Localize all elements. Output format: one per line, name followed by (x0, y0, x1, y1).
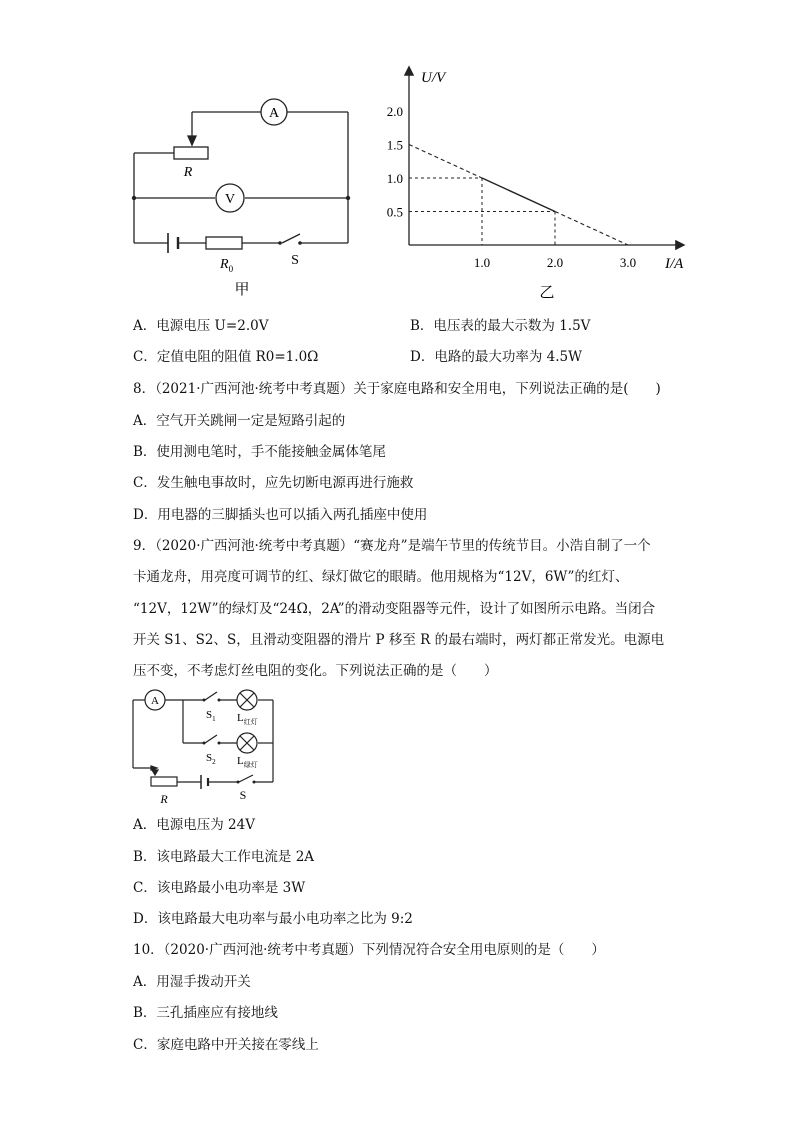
series-solid (482, 178, 555, 212)
circuit-jia (120, 90, 360, 300)
caption-yi: 乙 (539, 285, 555, 301)
q8-stem: 8．（2021·广西河池·统考中考真题）关于家庭电路和安全用电，下列说法正确的是( ) (133, 381, 661, 397)
q9-ammeter-label: A (151, 695, 159, 707)
q9-switch-label: S (239, 788, 247, 802)
switch-label: S (291, 253, 299, 268)
q9-option-a[interactable]: A．电源电压为 24V (133, 817, 255, 833)
q10-option-b[interactable]: B．三孔插座应有接地线 (133, 1005, 278, 1021)
s2-label: $S_2$ (206, 752, 216, 766)
green-lamp-label: $L_{绿灯}$ (237, 755, 258, 769)
q9-option-b[interactable]: B．该电路最大工作电流是 2A (133, 849, 315, 865)
series-dashed-extension-left (409, 145, 482, 179)
x-tick-label: 2.0 (546, 255, 564, 270)
q10-option-a[interactable]: A．用湿手拨动开关 (133, 974, 251, 990)
x-axis-title: I/A (665, 256, 684, 272)
q8-option-b[interactable]: B．使用测电笔时，手不能接触金属体笔尾 (133, 444, 386, 460)
x-tick-label: 1.0 (473, 255, 491, 270)
y-tick-label: 1.0 (386, 171, 403, 186)
y-tick-label: 2.0 (386, 104, 403, 119)
q7-option-b[interactable]: B．电压表的最大示数为 1.5V (410, 318, 591, 334)
r0-label: $R_0$ (220, 257, 234, 274)
q8-option-a[interactable]: A．空气开关跳闸一定是短路引起的 (133, 413, 346, 429)
voltmeter-label: V (224, 192, 236, 207)
q9-stem-line3: “12V，12W”的绿灯及“24Ω，2A”的滑动变阻器等元件，设计了如图所示电路。当闭合 (133, 601, 656, 617)
q9-option-d[interactable]: D．该电路最大电功率与最小电功率之比为 9:2 (133, 911, 413, 927)
q7-option-a[interactable]: A．电源电压 U=2.0V (133, 318, 269, 334)
q9-stem-line2: 卡通龙舟，用亮度可调节的红、绿灯做它的眼睛。他用规格为“12V，6W”的红灯、 (133, 569, 629, 585)
rheostat-label: R (183, 165, 193, 180)
caption-jia: 甲 (234, 282, 250, 298)
q10-stem: 10．（2020·广西河池·统考中考真题）下列情况符合安全用电原则的是（ ） (133, 942, 605, 958)
q7-option-c[interactable]: C．定值电阻的阻值 R0=1.0Ω (133, 349, 319, 365)
y-axis-title: U/V (421, 70, 446, 86)
chart-yi (365, 60, 695, 305)
q9-stem-line4: 开关 S1、S2、S，且滑动变阻器的滑片 P 移至 R 的最右端时，两灯都正常发光。电源电 (133, 632, 665, 648)
circuit-q9 (125, 686, 285, 811)
series-dashed-extension-right (555, 212, 628, 246)
q9-rheostat-label: R (160, 792, 168, 806)
ammeter-label: A (268, 106, 280, 121)
red-lamp-label: $L_{红灯}$ (237, 712, 258, 726)
q7-option-d[interactable]: D．电路的最大功率为 4.5W (410, 349, 582, 365)
q8-option-c[interactable]: C．发生触电事故时，应先切断电源再进行施救 (133, 475, 414, 491)
s1-label: $S_1$ (206, 709, 216, 723)
q9-stem-line5: 压不变，不考虑灯丝电阻的变化。下列说法正确的是（ ） (133, 663, 498, 679)
q8-option-d[interactable]: D．用电器的三脚插头也可以插入两孔插座中使用 (133, 507, 428, 523)
q9-option-c[interactable]: C．该电路最小电功率是 3W (133, 880, 306, 896)
q10-option-c[interactable]: C．家庭电路中开关接在零线上 (133, 1037, 319, 1053)
x-tick-label: 3.0 (619, 255, 637, 270)
y-tick-label: 0.5 (386, 204, 403, 220)
q9-stem-line1: 9．（2020·广西河池·统考中考真题）“赛龙舟”是端午节里的传统节目。小浩自制了一个 (133, 538, 651, 554)
y-tick-label: 1.5 (386, 137, 403, 153)
